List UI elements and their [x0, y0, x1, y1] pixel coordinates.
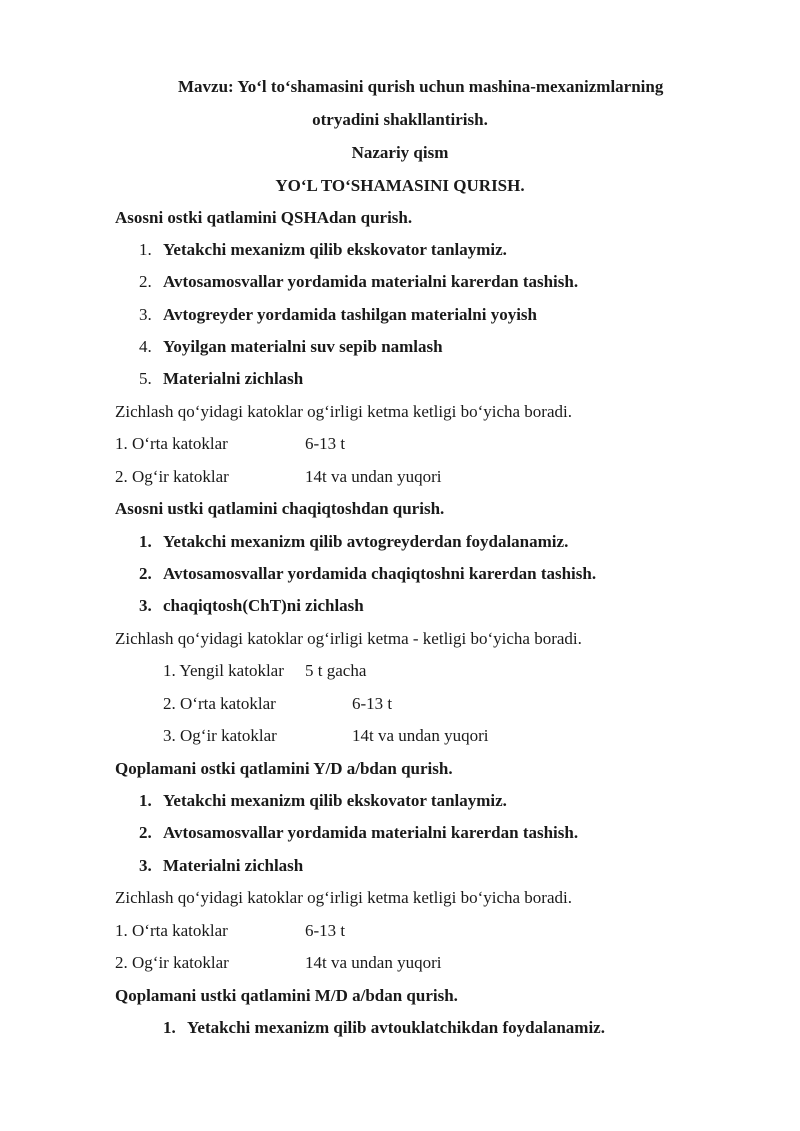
section-3-heading: Qoplamani ostki qatlamini Y/D a/bdan qurish.: [115, 759, 453, 778]
list-item: 3. Avtogreyder yordamida tashilgan materialni yoyish: [139, 305, 537, 324]
list-item: 2. Avtosamosvallar yordamida chaqiqtoshni karerdan tashish.: [139, 564, 597, 583]
list-item: 1. Yetakchi mexanizm qilib avtouklatchikdan foydalanamiz.: [163, 1018, 605, 1037]
list-item: 4. Yoyilgan materialni suv sepib namlash: [139, 337, 443, 356]
section-4-heading: Qoplamani ustki qatlamini M/D a/bdan qurish.: [115, 986, 458, 1005]
roller-label: 2. O‘rta katoklar: [163, 694, 276, 713]
section-1-heading: Asosni ostki qatlamini QSHAdan qurish.: [115, 208, 413, 227]
list-item: 1. Yetakchi mexanizm qilib avtogreyderdan foydalanamiz.: [139, 532, 569, 551]
roller-label: 1. O‘rta katoklar: [115, 434, 228, 453]
roller-label: 3. Og‘ir katoklar: [163, 726, 277, 745]
list-item: 3. chaqiqtosh(ChT)ni zichlash: [139, 596, 364, 615]
roller-value: 14t va undan yuqori: [352, 726, 489, 745]
roller-value: 5 t gacha: [305, 661, 367, 680]
roller-value: 6-13 t: [305, 434, 346, 453]
section-2-heading: Asosni ustki qatlamini chaqiqtoshdan qurish.: [115, 499, 445, 518]
roller-label: 2. Og‘ir katoklar: [115, 953, 229, 972]
compaction-note: Zichlash qo‘yidagi katoklar og‘irligi ketma ketligi bo‘yicha boradi.: [115, 402, 572, 421]
document-subtitle: Nazariy qism: [351, 143, 449, 162]
roller-label: 2. Og‘ir katoklar: [115, 467, 229, 486]
list-item: 5. Materialni zichlash: [139, 369, 304, 388]
list-item: 1. Yetakchi mexanizm qilib ekskovator tanlaymiz.: [139, 791, 507, 810]
roller-value: 14t va undan yuqori: [305, 953, 442, 972]
list-item: 3. Materialni zichlash: [139, 856, 304, 875]
roller-value: 6-13 t: [305, 921, 346, 940]
section-main-heading: YO‘L TO‘SHAMASINI QURISH.: [275, 176, 525, 195]
list-item: 2. Avtosamosvallar yordamida materialni karerdan tashish.: [139, 272, 579, 291]
roller-value: 14t va undan yuqori: [305, 467, 442, 486]
roller-value: 6-13 t: [352, 694, 393, 713]
roller-label: 1. Yengil katoklar: [163, 661, 284, 680]
compaction-note: Zichlash qo‘yidagi katoklar og‘irligi ketma - ketligi bo‘yicha boradi.: [115, 629, 582, 648]
list-item: 2. Avtosamosvallar yordamida materialni karerdan tashish.: [139, 823, 579, 842]
compaction-note: Zichlash qo‘yidagi katoklar og‘irligi ketma ketligi bo‘yicha boradi.: [115, 888, 572, 907]
document-title-line-1: Mavzu: Yo‘l to‘shamasini qurish uchun mashina-mexanizmlarning: [178, 77, 664, 96]
roller-label: 1. O‘rta katoklar: [115, 921, 228, 940]
list-item: 1. Yetakchi mexanizm qilib ekskovator tanlaymiz.: [139, 240, 507, 259]
document-title-line-2: otryadini shakllantirish.: [312, 110, 488, 129]
